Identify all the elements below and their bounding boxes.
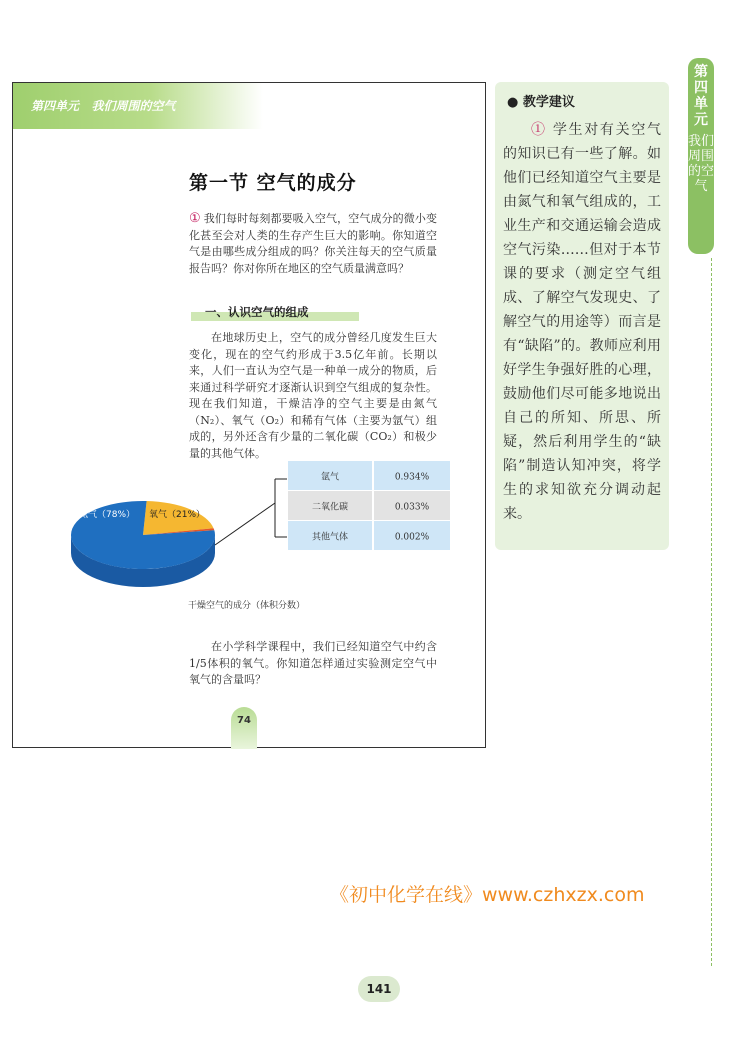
table-cell-value: 0.002% [394,532,430,543]
intro-paragraph [189,211,437,277]
side-tab-unit: 第四单元 [694,64,708,128]
advice-header: ● 教学建议 [507,95,575,110]
advice-body [503,118,661,526]
table-cell-name: 二氧化碳 [311,502,349,513]
teaching-advice-box [495,82,669,550]
body-paragraph-2: 在小学科学课程中，我们已经知道空气中约含1/5体积的氧气。你知道怎样通过实验测定空气中氧气的含量吗？ [189,640,437,686]
intro-number: ① [189,211,201,226]
inner-page-number: 74 [237,715,251,726]
chart-caption: 干燥空气的成分（体积分数） [188,601,306,611]
body-paragraph-1: 在地球历史上，空气的成分曾经几度发生巨大变化，现在的空气约形成于3.5亿年前。长期以来，人们一直认为空气是一种单一成分的物质，后来通过科学研究才逐渐认识到空气组成的复杂性。现在我们知道，干燥洁净的空气主要是由氮气（N₂）、氧气（O₂）和稀有气体（主要为氩气）组成的，另外还含有少量的二氧化碳（CO₂）和极少量的其他气体。 [189,331,437,460]
unit-banner-text: 第四单元 我们周围的空气 [31,99,176,113]
table-cell-name: 氩气 [320,472,340,483]
table-cell-name: 其他气体 [311,532,349,543]
unit-side-tab [688,58,714,254]
connector-line [215,503,275,545]
side-dashed-rule [711,258,712,966]
advice-number: ① [531,122,547,138]
textbook-page [12,82,486,748]
unit-banner [13,83,263,129]
pie-label-nitrogen: 氮气（78%） [79,510,136,520]
advice-text: 学生对有关空气的知识已有一些了解。如他们已经知道空气主要是由氮气和氧气组成的，工业生产和交通运输会造成空气污染……但对于本节课的要求（测定空气组成、了解空气发现史、了解空气的用途等）而言是有“缺陷”的。教师应利用好学生争强好胜的心理，鼓励他们尽可能多地说出自己的所知、所思、所疑，然后利用学生的“缺陷”制造认知冲突，将学生的求知欲充分调动起来。 [503,122,662,522]
intro-text: 我们每时每刻都要吸入空气，空气成分的微小变化甚至会对人类的生存产生巨大的影响。你知道空气是由哪些成分组成的吗？你关注每天的空气质量报告吗？你对你所在地区的空气质量满意吗？ [189,212,438,275]
page-number: 141 [366,982,392,996]
section-title: 第一节 空气的成分 [189,172,357,194]
subheading: 一、认识空气的组成 [205,305,309,319]
air-composition-chart [13,453,485,593]
watermark-text: 《初中化学在线》www.czhxzx.com [330,884,645,906]
inner-page-number-tab [231,707,257,749]
pie-label-oxygen: 氧气（21%） [149,510,206,520]
composition-table [288,461,450,550]
table-cell-value: 0.934% [394,472,430,483]
page-number-badge [358,976,400,1002]
side-tab-title: 我们周围的空气 [688,134,715,194]
subheading-bar [191,301,359,321]
table-cell-value: 0.033% [394,502,430,513]
